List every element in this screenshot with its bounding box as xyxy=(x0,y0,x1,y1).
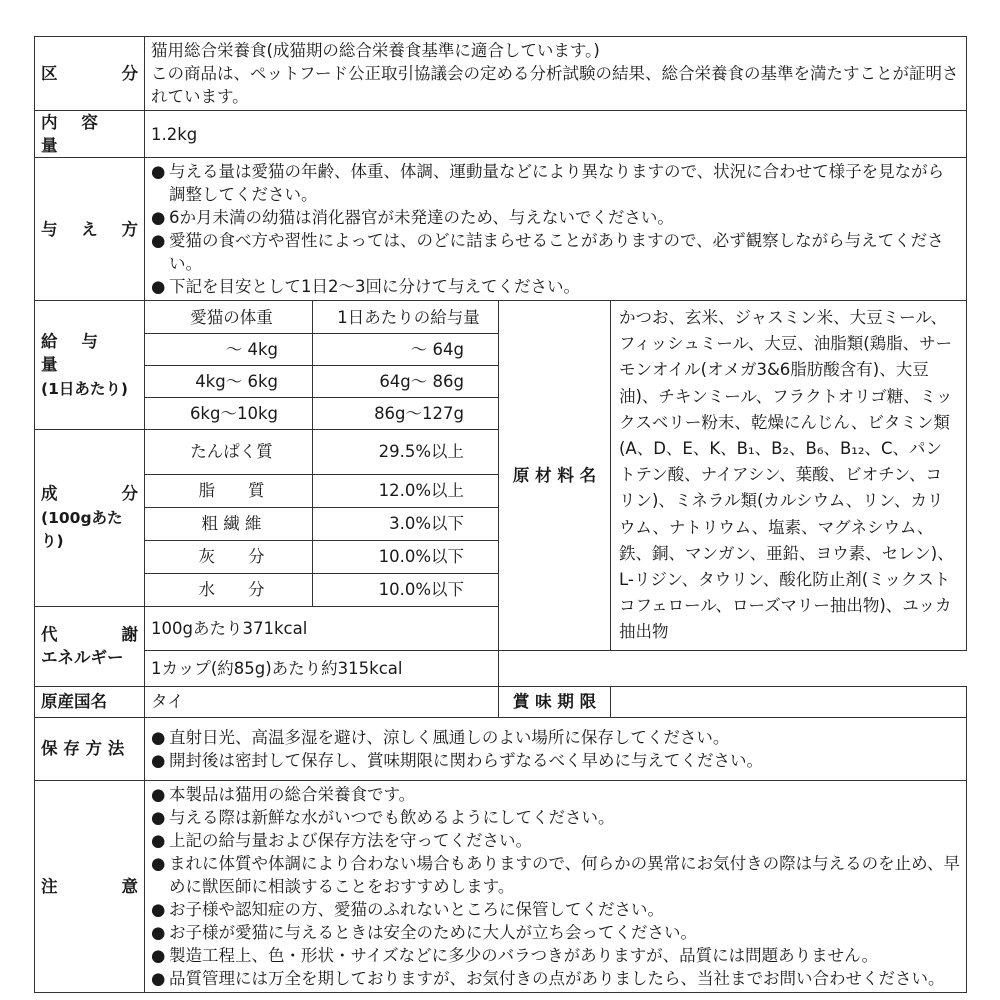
nutrient-value: 29.5%以上 xyxy=(313,430,499,475)
label-gensankoku xyxy=(35,686,145,717)
label-kyuyoryo-text: 給 与 量 xyxy=(41,331,107,374)
bullet-icon: ● xyxy=(151,231,166,250)
ataekata-text: 下記を目安として1日2〜3回に分けて与えてください。 xyxy=(169,277,580,296)
nutrient-name: 灰 分 xyxy=(145,540,313,573)
ataekata-text: 6か月未満の幼猫は消化器官が未発達のため、与えないでください。 xyxy=(169,208,674,227)
chui-text: お子様や認知症の方、愛猫のふれないところに保管してください。 xyxy=(169,899,664,919)
row-kubun xyxy=(35,37,967,111)
bullet-icon: ● xyxy=(151,968,166,988)
feeding-header-amount: 1日あたりの給与量 xyxy=(313,301,499,334)
chui-value xyxy=(145,780,967,992)
label-kubun-1: 区 xyxy=(41,64,58,83)
label-shomikigen xyxy=(499,686,611,717)
label-chui-2: 意 xyxy=(121,876,138,896)
bullet-icon: ● xyxy=(151,807,166,827)
label-genzairyo-text: 原 材 料 名 xyxy=(512,465,597,485)
ataekata-text: 愛猫の食べ方や習性によっては、のどに詰まらせることがありますので、必ず観察しながら与えてください。 xyxy=(169,231,944,273)
bullet-icon: ● xyxy=(151,727,166,747)
label-naiyoryo-text: 内 容 量 xyxy=(41,113,107,155)
chui-item xyxy=(151,783,960,806)
hozon-item xyxy=(151,726,960,749)
feeding-amount: 86g〜127g xyxy=(313,398,499,430)
chui-item xyxy=(151,921,960,944)
feeding-header-weight: 愛猫の体重 xyxy=(145,301,313,334)
nutrient-name: 脂 質 xyxy=(145,474,313,507)
nutrient-name: 粗 繊 維 xyxy=(145,507,313,540)
bullet-icon: ● xyxy=(151,830,166,850)
bullet-icon: ● xyxy=(151,208,166,227)
chui-item xyxy=(151,944,960,967)
chui-item xyxy=(151,852,960,898)
shomikigen-value xyxy=(611,686,967,717)
bullet-icon: ● xyxy=(151,277,166,296)
label-chui-1: 注 xyxy=(41,876,58,896)
label-taisha-2: 謝 xyxy=(121,625,138,645)
hozon-text: 開封後は密封して保存し、賞味期限に関わらずなるべく早めに与えてください。 xyxy=(169,750,763,770)
bullet-icon: ● xyxy=(151,784,166,804)
feeding-amount: 〜 64g xyxy=(313,334,499,366)
label-hozon xyxy=(35,717,145,780)
kubun-line1: 猫用総合栄養食(成猫期の総合栄養食基準に適合しています。) xyxy=(151,41,600,60)
kubun-value xyxy=(145,37,967,111)
energy-line2: 1カップ(約85g)あたり約315kcal xyxy=(145,650,499,686)
label-seibun-1: 成 xyxy=(41,484,58,504)
label-seibun xyxy=(35,430,145,607)
chui-item xyxy=(151,829,960,852)
label-hozon-text: 保 存 方 法 xyxy=(41,739,125,759)
nutrient-name: たんぱく質 xyxy=(145,430,313,475)
gensankoku-value: タイ xyxy=(145,686,499,717)
label-gensankoku-text: 原産国名 xyxy=(41,692,107,712)
energy-line1: 100gあたり371kcal xyxy=(145,606,499,650)
label-taisha-1: 代 xyxy=(41,625,58,645)
chui-item xyxy=(151,806,960,829)
nutrient-value: 10.0%以下 xyxy=(313,573,499,606)
feeding-weight: 4kg〜 6kg xyxy=(145,366,313,398)
product-spec-table xyxy=(34,36,967,993)
nutrient-value: 10.0%以下 xyxy=(313,540,499,573)
row-ataekata xyxy=(35,158,967,301)
label-seibun-sub: (100gあたり) xyxy=(41,509,123,551)
nutrient-name: 水 分 xyxy=(145,573,313,606)
chui-text: 本製品は猫用の総合栄養食です。 xyxy=(169,784,416,804)
row-hozon xyxy=(35,717,967,780)
label-genzairyo xyxy=(499,301,611,651)
kubun-line2: この商品は、ペットフード公正取引協議会の定める分析試験の結果、総合栄養食の基準を満たすことが証明されています。 xyxy=(151,64,959,106)
ataekata-item xyxy=(151,160,960,206)
bullet-icon: ● xyxy=(151,853,166,873)
row-energy-2 xyxy=(35,650,967,686)
nutrient-value: 12.0%以上 xyxy=(313,474,499,507)
bullet-icon: ● xyxy=(151,899,166,919)
feeding-amount: 64g〜 86g xyxy=(313,366,499,398)
row-feeding-header xyxy=(35,301,967,334)
label-energy-text: エネルギー xyxy=(41,648,124,668)
label-seibun-2: 分 xyxy=(121,484,138,504)
chui-text: 上記の給与量および保存方法を守ってください。 xyxy=(169,830,532,850)
label-naiyoryo xyxy=(35,111,145,158)
label-chui xyxy=(35,780,145,992)
ataekata-item xyxy=(151,275,960,298)
feeding-weight: 6kg〜10kg xyxy=(145,398,313,430)
bullet-icon: ● xyxy=(151,750,166,770)
chui-text: 品質管理には万全を期しておりますが、お気付きの点がありましたら、当社までお問い合わせください。 xyxy=(169,968,945,988)
feeding-weight: 〜 4kg xyxy=(145,334,313,366)
label-kyuyoryo-sub: (1日あたり) xyxy=(41,379,128,398)
label-shomikigen-text: 賞 味 期 限 xyxy=(512,692,597,712)
label-kubun xyxy=(35,37,145,111)
label-kyuyoryo xyxy=(35,301,145,430)
hozon-value xyxy=(145,717,967,780)
label-ataekata xyxy=(35,158,145,301)
row-origin xyxy=(35,686,967,717)
naiyoryo-value: 1.2kg xyxy=(145,111,967,158)
label-ataekata-1: 与 xyxy=(41,219,58,239)
row-naiyoryo xyxy=(35,111,967,158)
label-energy xyxy=(35,606,145,686)
ingredients-value: かつお、玄米、ジャスミン米、大豆ミール、フィッシュミール、大豆、油脂類(鶏脂、サーモンオイル(オメガ3&6脂肪酸含有)、大豆油)、チキンミール、フラクトオリゴ糖、ミックスベリー粉末、乾燥にんじん、ビタミン類(A、D、E、K、B₁、B₂、B₆、B₁₂、C、パントテン酸、ナイアシン、葉酸、ビオチン、コリン)、ミネラル類(カルシウム、リン、カリウム、ナトリウム、塩素、マグネシウム、鉄、銅、マンガン、亜鉛、ヨウ素、セレン)、L-リジン、タウリン、酸化防止剤(ミックストコフェロール、ローズマリー抽出物)、ユッカ抽出物 xyxy=(611,301,967,651)
chui-text: お子様が愛猫に与えるときは安全のために大人が立ち会ってください。 xyxy=(169,922,697,942)
chui-text: まれに体質や体調により合わない場合もありますので、何らかの異常にお気付きの際は与えるのを止め、早めに獣医師に相談することをおすすめします。 xyxy=(169,853,961,896)
chui-item xyxy=(151,967,960,990)
hozon-item xyxy=(151,749,960,772)
ataekata-item xyxy=(151,206,960,229)
chui-text: 製造工程上、色・形状・サイズなどに多少のバラつきがありますが、品質には問題ありません。 xyxy=(169,945,879,965)
label-ataekata-3: 方 xyxy=(121,219,138,239)
label-kubun-2: 分 xyxy=(121,64,138,83)
chui-text: 与える際は新鮮な水がいつでも飲めるようにしてください。 xyxy=(169,807,615,827)
bullet-icon: ● xyxy=(151,162,166,181)
row-chui xyxy=(35,780,967,992)
chui-item xyxy=(151,898,960,921)
bullet-icon: ● xyxy=(151,945,166,965)
ataekata-text: 与える量は愛猫の年齢、体重、体調、運動量などにより異なりますので、状況に合わせて様子を見ながら調整してください。 xyxy=(169,162,945,204)
ataekata-item xyxy=(151,229,960,275)
hozon-text: 直射日光、高温多湿を避け、涼しく風通しのよい場所に保存してください。 xyxy=(169,727,730,747)
nutrient-value: 3.0%以下 xyxy=(313,507,499,540)
label-ataekata-2: え xyxy=(81,219,98,239)
ataekata-value xyxy=(145,158,967,301)
bullet-icon: ● xyxy=(151,922,166,942)
